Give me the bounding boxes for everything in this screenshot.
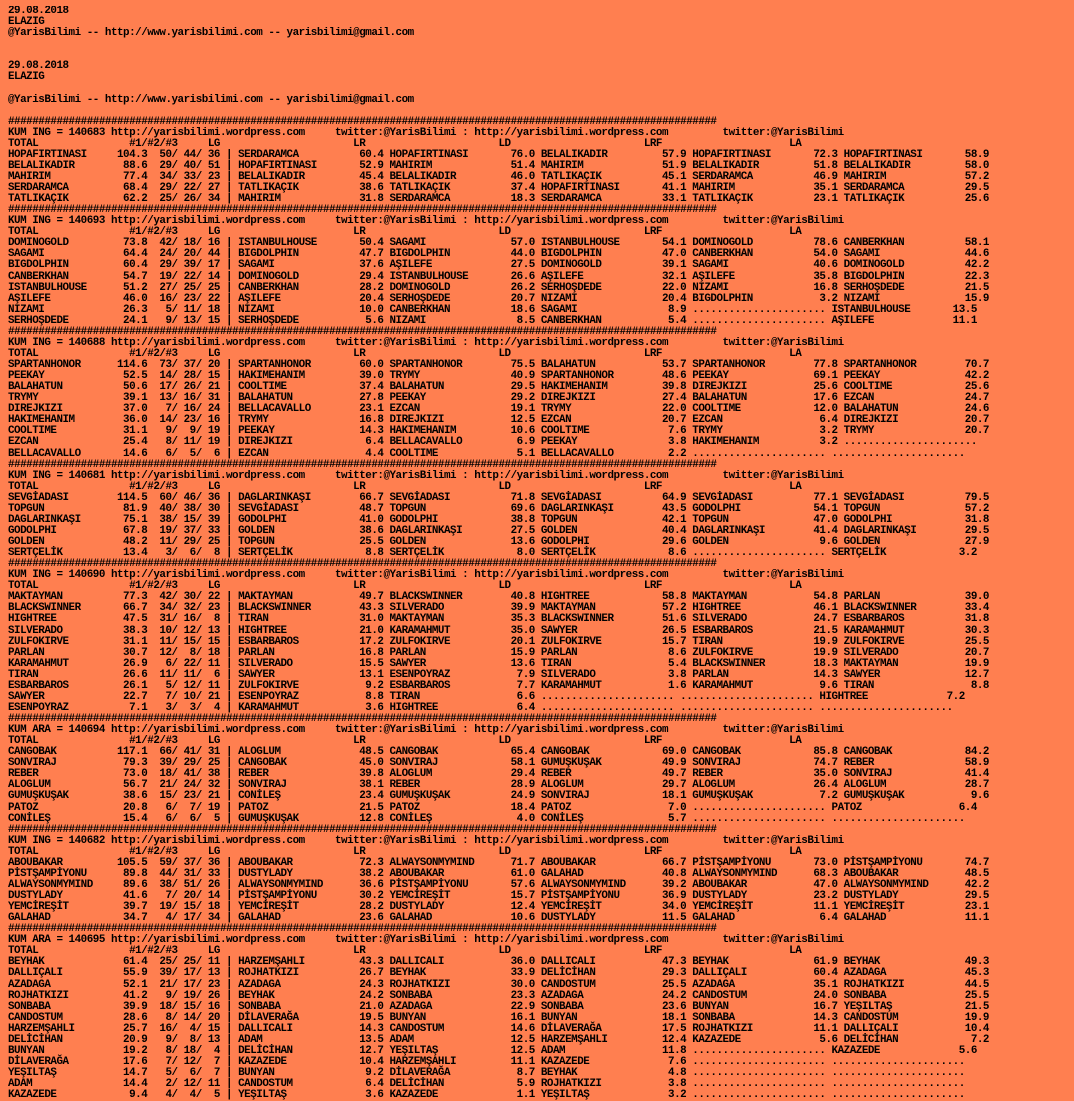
result-row: SONVIRAJ 79.3 39/ 29/ 25 | CANGOBAK 45.0 SONVIRAJ 58.1 GUMUŞKUŞAK 49.9 SONVIRAJ 74.7 REBER 58.9 <box>8 757 989 770</box>
result-row: SPARTANHONOR 114.6 73/ 37/ 20 | SPARTANHONOR 60.0 SPARTANHONOR 75.5 BALAHATUN 53.7 SPARTANHONOR 77.8 SPARTANHONOR 70.7 <box>8 359 989 371</box>
result-row: DAGLARINKAŞI 75.1 38/ 15/ 39 | GODOLPHI 41.0 GODOLPHI 38.8 TOPGUN 42.1 TOPGUN 47.0 GODOLPHI 31.8 <box>8 513 989 526</box>
result-row: PEEKAY 52.5 14/ 28/ 15 | HAKIMEHANIM 39.0 TRYMY 40.9 SPARTANHONOR 48.6 PEEKAY 69.1 PEEKAY 42.2 <box>8 370 989 383</box>
result-row: GUMUŞKUŞAK 38.6 15/ 23/ 21 | CONİLEŞ 23.4 GUMUŞKUŞAK 24.9 SONVIRAJ 18.1 GUMUŞKUŞAK 7.2 GUMUŞKUŞAK 9.6 <box>8 790 989 803</box>
result-row: MAKTAYMAN 77.3 42/ 30/ 22 | MAKTAYMAN 49.7 BLACKSWINNER 40.8 HIGHTREE 58.8 MAKTAYMAN 54.8 PARLAN 39.0 <box>8 591 989 604</box>
blank-line <box>8 50 1068 61</box>
result-row: BLACKSWINNER 66.7 34/ 32/ 23 | BLACKSWINNER 43.3 SILVERADO 39.9 MAKTAYMAN 57.2 HIGHTREE 46.1 BLACKSWINNER 33.4 <box>8 602 989 615</box>
blank-line <box>8 83 1068 94</box>
result-row: EZCAN 25.4 8/ 11/ 19 | DIREJKIZI 6.4 BELLACAVALLO 6.9 PEEKAY 3.8 HAKIMEHANIM 3.2 ...................... <box>8 436 977 449</box>
result-row: PATOZ 20.8 6/ 7/ 19 | PATOZ 21.5 PATOZ 18.4 PATOZ 7.0 ...................... PATOZ 6.4 <box>8 801 977 814</box>
result-row: HIGHTREE 47.5 31/ 16/ 8 | TIRAN 31.0 MAKTAYMAN 35.3 BLACKSWINNER 51.6 SILVERADO 24.7 ESBARBAROS 31.8 <box>8 613 989 626</box>
separator-line: ##################################################################################################################### <box>8 923 717 936</box>
result-row: ESENPOYRAZ 7.1 3/ 3/ 4 | KARAMAHMUT 3.6 HIGHTREE 6.4 ...................... ...................... ...................... <box>8 701 953 714</box>
race-header: KUM ING = 140682 http://yarisbilimi.wordpress.com twitter:@YarisBilimi : http://yarisbilimi.wordpress.com twitter:@YarisBilimi <box>8 834 844 847</box>
column-header: TOTAL #1/#2/#3 LG LR LD LRF LA <box>8 480 802 493</box>
result-row: CANGOBAK 117.1 66/ 41/ 31 | ALOGLUM 48.5 CANGOBAK 65.4 CANGOBAK 69.0 CANGOBAK 85.8 CANGOBAK 84.2 <box>8 746 989 759</box>
text-line: ELAZIG <box>8 71 45 84</box>
result-row: TRYMY 39.1 13/ 16/ 31 | BALAHATUN 27.8 PEEKAY 29.2 DIREJKIZI 27.4 BALAHATUN 17.6 EZCAN 24.7 <box>8 392 989 405</box>
result-row: ALWAYSONMYMIND 89.6 38/ 51/ 26 | ALWAYSONMYMIND 36.6 PİSTŞAMPİYONU 57.6 ALWAYSONMYMIND 39.2 ABOUBAKAR 47.0 ALWAYSONMYMIND 42.2 <box>8 878 989 891</box>
column-header: TOTAL #1/#2/#3 LG LR LD LRF LA <box>8 226 802 239</box>
result-row: DELİCİHAN 20.9 9/ 8/ 13 | ADAM 13.5 ADAM 12.5 HARZEMŞAHLI 12.4 KAZAZEDE 5.6 DELİCİHAN 7.2 <box>8 1033 989 1046</box>
result-row: TATLIKAÇIK 62.2 25/ 26/ 34 | MAHIRIM 31.8 SERDARAMCA 18.3 SERDARAMCA 33.1 TATLIKAÇIK 23.1 TATLIKAÇIK 25.6 <box>8 193 989 206</box>
race-header: KUM ARA = 140695 http://yarisbilimi.wordpress.com twitter:@YarisBilimi : http://yarisbilimi.wordpress.com twitter:@YarisBilimi <box>8 934 844 947</box>
separator-line: ##################################################################################################################### <box>8 713 717 725</box>
result-row: DALLIÇALI 55.9 39/ 17/ 13 | ROJHATKIZI 26.7 BEYHAK 33.9 DELİCİHAN 29.3 DALLIÇALI 60.4 AZADAGA 45.3 <box>8 967 989 980</box>
result-row: HOPAFIRTINASI 104.3 50/ 44/ 36 | SERDARAMCA 60.4 HOPAFIRTINASI 76.0 BELALIKADIR 57.9 HOPAFIRTINASI 72.3 HOPAFIRTINASI 58.9 <box>8 148 989 161</box>
result-row: KAZAZEDE 9.4 4/ 4/ 5 | YEŞILTAŞ 3.6 KAZAZEDE 1.1 YEŞILTAŞ 3.2 ...................... ...................... <box>8 1089 965 1101</box>
result-row: SEVGİADASI 114.5 60/ 46/ 36 | DAGLARINKAŞI 66.7 SEVGİADASI 71.8 SEVGİADASI 64.9 SEVGİADASI 77.1 SEVGİADASI 79.5 <box>8 491 989 504</box>
result-row: PİSTŞAMPİYONU 89.8 44/ 31/ 33 | DUSTYLADY 38.2 ABOUBAKAR 61.0 GALAHAD 40.8 ALWAYSONMYMIND 68.3 ABOUBAKAR 48.5 <box>8 867 989 880</box>
result-row: SERDARAMCA 68.4 29/ 22/ 27 | TATLIKAÇIK 38.6 TATLIKAÇIK 37.4 HOPAFIRTINASI 41.1 MAHIRIM 35.1 SERDARAMCA 29.5 <box>8 182 989 194</box>
result-row: CANBERKHAN 54.7 19/ 22/ 14 | DOMINOGOLD 29.4 ISTANBULHOUSE 26.6 AŞILEFE 32.1 AŞILEFE 35.8 BIGDOLPHIN 22.3 <box>8 270 989 283</box>
column-header: TOTAL #1/#2/#3 LG LR LD LRF LA <box>8 137 802 150</box>
result-row: ROJHATKIZI 41.2 9/ 19/ 26 | BEYHAK 24.2 SONBABA 23.3 AZADAGA 24.2 CANDOSTUM 24.0 SONBABA 25.5 <box>8 989 989 1002</box>
result-row: CONİLEŞ 15.4 6/ 6/ 5 | GUMUŞKUŞAK 12.8 CONİLEŞ 4.0 CONİLEŞ 5.7 ...................... ...................... <box>8 812 965 825</box>
result-row: ZULFOKIRVE 31.1 11/ 15/ 15 | ESBARBAROS 17.2 ZULFOKIRVE 20.1 ZULFOKIRVE 15.7 TIRAN 19.9 ZULFOKIRVE 25.5 <box>8 635 989 648</box>
result-row: KARAMAHMUT 26.9 6/ 22/ 11 | SILVERADO 15.5 SAWYER 13.6 TIRAN 5.4 BLACKSWINNER 18.3 MAKTAYMAN 19.9 <box>8 657 989 670</box>
blank-line <box>8 106 1068 117</box>
result-row: CANDOSTUM 28.6 8/ 14/ 20 | DİLAVERAĞA 19.5 BUNYAN 16.1 BUNYAN 18.1 SONBABA 14.3 CANDOSTUM 19.9 <box>8 1011 989 1024</box>
result-row: DOMINOGOLD 73.8 42/ 18/ 16 | ISTANBULHOUSE 50.4 SAGAMI 57.0 ISTANBULHOUSE 54.1 DOMINOGOLD 78.6 CANBERKHAN 58.1 <box>8 237 989 250</box>
result-row: AZADAGA 52.1 21/ 17/ 23 | AZADAGA 24.3 ROJHATKIZI 30.0 CANDOSTUM 25.5 AZADAGA 35.1 ROJHATKIZI 44.5 <box>8 978 989 991</box>
result-row: BELLACAVALLO 14.6 6/ 5/ 6 | EZCAN 4.4 COOLTIME 5.1 BELLACAVALLO 2.2 ...................... ...................... <box>8 447 965 460</box>
date-line: 29.08.2018 <box>8 6 69 17</box>
result-row: SONBABA 39.9 18/ 15/ 16 | SONBABA 21.0 AZADAGA 22.9 SONBABA 23.6 BUNYAN 16.7 YEŞILTAŞ 21.5 <box>8 1000 989 1013</box>
separator-line: ##################################################################################################################### <box>8 115 717 128</box>
separator-line: ##################################################################################################################### <box>8 558 717 571</box>
result-row: DIREJKIZI 37.0 7/ 16/ 24 | BELLACAVALLO 23.1 EZCAN 19.1 TRYMY 22.0 COOLTIME 12.0 BALAHATUN 24.6 <box>8 403 989 416</box>
result-row: SERHOŞDEDE 24.1 9/ 13/ 15 | SERHOŞDEDE 5.6 NIZAMI 8.5 CANBERKHAN 5.4 ...................... AŞILEFE 11.1 <box>8 314 977 327</box>
result-row: ESBARBAROS 26.1 5/ 12/ 11 | ZULFOKIRVE 9.2 ESBARBAROS 7.7 KARAMAHMUT 1.6 KARAMAHMUT 9.6 TIRAN 8.8 <box>8 679 989 692</box>
result-row: SAWYER 22.7 7/ 10/ 21 | ESENPOYRAZ 8.8 TIRAN 6.6 ...................... ...................... HIGHTREE 7.2 <box>8 690 965 703</box>
result-row: NIZAMI 26.3 5/ 11/ 18 | NIZAMI 10.0 CANBERKHAN 18.6 SAGAMI 8.9 ...................... ISTANBULHOUSE 13.5 <box>8 303 977 316</box>
result-row: HARZEMŞAHLI 25.7 16/ 4/ 15 | DALLICALI 14.3 CANDOSTUM 14.6 DİLAVERAĞA 17.5 ROJHATKIZI 11.1 DALLIÇALI 10.4 <box>8 1022 989 1035</box>
text-line: ELAZIG <box>8 16 45 29</box>
race-results-text <box>8 6 1068 1101</box>
result-row: BUNYAN 19.2 8/ 18/ 4 | DELİCİHAN 12.7 YEŞILTAŞ 12.5 ADAM 11.8 ...................... KAZAZEDE 5.6 <box>8 1044 977 1057</box>
result-row: GOLDEN 48.2 11/ 29/ 25 | TOPGUN 25.5 GOLDEN 13.6 GODOLPHI 29.6 GOLDEN 9.6 GOLDEN 27.9 <box>8 536 989 548</box>
result-row: BELALIKADIR 88.6 29/ 40/ 51 | HOPAFIRTINASI 52.9 MAHIRIM 51.4 MAHIRIM 51.9 BELALIKADIR 51.8 BELALIKADIR 58.0 <box>8 159 989 172</box>
result-row: TIRAN 26.6 11/ 11/ 6 | SAWYER 13.1 ESENPOYRAZ 7.9 SILVERADO 3.8 PARLAN 14.3 SAWYER 12.7 <box>8 668 989 681</box>
result-row: YEMCİREŞİT 39.7 19/ 15/ 18 | YEMCİREŞİT 28.2 DUSTYLADY 12.4 YEMCİREŞİT 34.0 YEMCİREŞİT 11.1 YEMCİREŞİT 23.1 <box>8 901 989 914</box>
result-row: PARLAN 30.7 12/ 8/ 18 | PARLAN 16.8 PARLAN 15.9 PARLAN 8.6 ZULFOKIRVE 19.9 SILVERADO 20.7 <box>8 646 989 659</box>
result-row: SILVERADO 38.3 10/ 12/ 13 | HIGHTREE 21.0 KARAMAHMUT 35.0 SAWYER 26.5 ESBARBAROS 21.5 KARAMAHMUT 30.3 <box>8 624 989 637</box>
result-row: BIGDOLPHIN 60.4 29/ 39/ 17 | SAGAMI 37.6 AŞILEFE 27.5 DOMINOGOLD 39.1 SAGAMI 40.6 DOMINOGOLD 42.2 <box>8 259 989 272</box>
race-header: KUM ING = 140690 http://yarisbilimi.wordpress.com twitter:@YarisBilimi : http://yarisbilimi.wordpress.com twitter:@YarisBilimi <box>8 569 844 582</box>
result-row: BALAHATUN 50.6 17/ 26/ 21 | COOLTIME 37.4 BALAHATUN 29.5 HAKIMEHANIM 39.8 DIREJKIZI 25.6 COOLTIME 25.6 <box>8 381 989 394</box>
result-row: HAKIMEHANIM 36.0 14/ 23/ 16 | TRYMY 16.8 DIREJKIZI 12.5 EZCAN 20.7 EZCAN 6.4 DIREJKIZI 20.7 <box>8 414 989 427</box>
result-row: DUSTYLADY 41.6 7/ 20/ 14 | PİSTŞAMPİYONU 30.2 YEMCİREŞİT 15.7 PİSTŞAMPİYONU 36.9 DUSTYLADY 23.2 DUSTYLADY 29.5 <box>8 890 989 902</box>
result-row: ADAM 14.4 2/ 12/ 11 | CANDOSTUM 6.4 DELİCİHAN 5.9 ROJHATKIZI 3.8 ...................... ...................... <box>8 1078 965 1091</box>
result-row: SERTÇELİK 13.4 3/ 6/ 8 | SERTÇELİK 8.8 SERTÇELİK 8.0 SERTÇELİK 8.6 ...................... SERTÇELİK 3.2 <box>8 547 977 560</box>
result-row: GODOLPHI 67.8 19/ 37/ 33 | GOLDEN 38.6 DAGLARINKAŞI 27.5 GOLDEN 40.4 DAGLARINKAŞI 41.4 DAGLARINKAŞI 29.5 <box>8 524 989 537</box>
contact-line: @YarisBilimi -- http://www.yarisbilimi.com -- yarisbilimi@gmail.com <box>8 93 414 106</box>
result-row: BEYHAK 61.4 25/ 25/ 11 | HARZEMŞAHLI 43.3 DALLICALI 36.0 DALLICALI 47.3 BEYHAK 61.9 BEYHAK 49.3 <box>8 956 989 969</box>
result-row: MAHIRIM 77.4 34/ 33/ 23 | BELALIKADIR 45.4 BELALIKADIR 46.0 TATLIKAÇIK 45.1 SERDARAMCA 46.9 MAHIRIM 57.2 <box>8 170 989 183</box>
race-header: KUM ING = 140693 http://yarisbilimi.wordpress.com twitter:@YarisBilimi : http://yarisbilimi.wordpress.com twitter:@YarisBilimi <box>8 215 844 228</box>
column-header: TOTAL #1/#2/#3 LG LR LD LRF LA <box>8 945 802 958</box>
race-header: KUM ARA = 140694 http://yarisbilimi.wordpress.com twitter:@YarisBilimi : http://yarisbilimi.wordpress.com twitter:@YarisBilimi <box>8 724 844 737</box>
race-header: KUM ING = 140683 http://yarisbilimi.wordpress.com twitter:@YarisBilimi : http://yarisbilimi.wordpress.com twitter:@YarisBilimi <box>8 126 844 139</box>
race-header: KUM ING = 140681 http://yarisbilimi.wordpress.com twitter:@YarisBilimi : http://yarisbilimi.wordpress.com twitter:@YarisBilimi <box>8 469 844 482</box>
result-row: GALAHAD 34.7 4/ 17/ 34 | GALAHAD 23.6 GALAHAD 10.6 DUSTYLADY 11.5 GALAHAD 6.4 GALAHAD 11.1 <box>8 912 989 925</box>
result-row: ALOGLUM 56.7 21/ 24/ 32 | SONVIRAJ 38.1 REBER 28.9 ALOGLUM 29.7 ALOGLUM 26.4 ALOGLUM 28.7 <box>8 779 989 792</box>
column-header: TOTAL #1/#2/#3 LG LR LD LRF LA <box>8 580 802 593</box>
result-row: SAGAMI 64.4 24/ 20/ 44 | BIGDOLPHIN 47.7 BIGDOLPHIN 44.0 BIGDOLPHIN 47.0 CANBERKHAN 54.0 SAGAMI 44.6 <box>8 248 989 261</box>
column-header: TOTAL #1/#2/#3 LG LR LD LRF LA <box>8 347 802 360</box>
separator-line: ##################################################################################################################### <box>8 204 717 217</box>
result-row: ABOUBAKAR 105.5 59/ 37/ 36 | ABOUBAKAR 72.3 ALWAYSONMYMIND 71.7 ABOUBAKAR 66.7 PİSTŞAMPİYONU 73.0 PİSTŞAMPİYONU 74.7 <box>8 856 989 869</box>
date-line: 29.08.2018 <box>8 60 69 73</box>
separator-line: ##################################################################################################################### <box>8 325 717 338</box>
column-header: TOTAL #1/#2/#3 LG LR LD LRF LA <box>8 845 802 858</box>
separator-line: ##################################################################################################################### <box>8 458 717 471</box>
result-row: YEŞILTAŞ 14.7 5/ 6/ 7 | BUNYAN 9.2 DİLAVERAĞA 8.7 BEYHAK 4.8 ...................... ...................... <box>8 1067 965 1079</box>
column-header: TOTAL #1/#2/#3 LG LR LD LRF LA <box>8 735 802 748</box>
result-row: AŞILEFE 46.0 16/ 23/ 22 | AŞILEFE 20.4 SERHOŞDEDE 20.7 NIZAMI 20.4 BIGDOLPHIN 3.2 NIZAMI 15.9 <box>8 292 989 305</box>
separator-line: ##################################################################################################################### <box>8 823 717 836</box>
result-row: COOLTIME 31.1 9/ 9/ 19 | PEEKAY 14.3 HAKIMEHANIM 10.6 COOLTIME 7.6 TRYMY 3.2 TRYMY 20.7 <box>8 425 989 438</box>
race-header: KUM ING = 140688 http://yarisbilimi.wordpress.com twitter:@YarisBilimi : http://yarisbilimi.wordpress.com twitter:@YarisBilimi <box>8 336 844 349</box>
contact-line: @YarisBilimi -- http://www.yarisbilimi.com -- yarisbilimi@gmail.com <box>8 27 414 40</box>
result-row: TOPGUN 81.9 40/ 38/ 30 | SEVGİADASI 48.7 TOPGUN 69.6 DAGLARINKAŞI 43.5 GODOLPHI 54.1 TOPGUN 57.2 <box>8 502 989 515</box>
blank-line <box>8 39 1068 50</box>
result-row: REBER 73.0 18/ 41/ 38 | REBER 39.8 ALOGLUM 29.4 REBER 49.7 REBER 35.0 SONVIRAJ 41.4 <box>8 768 989 781</box>
result-row: ISTANBULHOUSE 51.2 27/ 25/ 25 | CANBERKHAN 28.2 DOMINOGOLD 26.2 SERHOŞDEDE 22.0 NIZAMI 16.8 SERHOŞDEDE 21.5 <box>8 281 989 294</box>
result-row: DİLAVERAĞA 17.6 7/ 12/ 7 | KAZAZEDE 10.4 HARZEMŞAHLI 11.1 KAZAZEDE 7.6 ...................... ...................... <box>8 1055 965 1068</box>
